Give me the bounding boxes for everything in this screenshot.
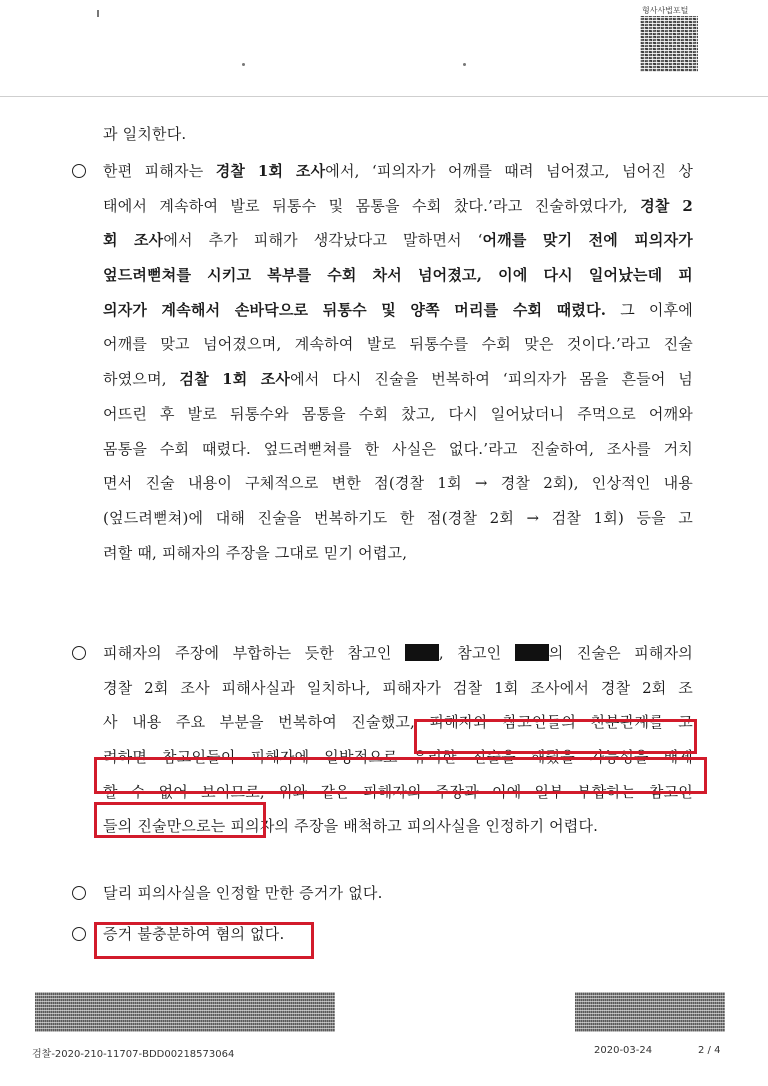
text-segment: 어깨를 맞고 넘어졌으며, 계속하여 발로 뒤통수를 수회 맞은 것이다.’라고 진술 [103, 335, 693, 354]
stamp-label: 형사사법포털 [642, 6, 689, 15]
bullet-circle [72, 646, 86, 660]
text-segment: 한편 피해자는 [103, 162, 216, 180]
text-segment: 그 이후에 [606, 300, 693, 319]
bold-text: 엎드려뻗쳐를 시키고 복부를 수회 차서 넘어졌고, 이에 다시 일어났는데 피 [103, 266, 693, 285]
highlight-box [94, 757, 707, 794]
text-line [103, 223, 693, 258]
bold-text: 검찰 1회 조사 [179, 370, 291, 389]
text-segment: 들의 진술만으로는 피의자의 주장을 배척하고 피의사실을 인정하기 어렵다. [103, 817, 599, 836]
highlight-box [94, 802, 266, 838]
text-segment: 의 진술은 피해자의 [548, 644, 693, 662]
text-segment: 에서 다시 진술을 번복하여 ‘피의자가 몸을 흔들어 넘 [290, 370, 693, 389]
text-segment: 달리 피의사실을 인정할 만한 증거가 없다. [103, 884, 383, 902]
text-segment: 할 수 없어 보이므로, 위와 같은 피해자의 주장과 이에 일부 부합하는 참고인 [103, 782, 693, 801]
paragraph [103, 876, 693, 911]
bullet-circle [72, 164, 86, 178]
text-line [103, 154, 693, 189]
text-segment: 면서 진술 내용이 구체적으로 변한 점(경찰 1회 → 경찰 2회), 인상적인 내용 [103, 474, 693, 493]
paragraph [103, 117, 693, 152]
page-number: 2 / 4 [698, 1045, 721, 1056]
text-line [103, 189, 693, 224]
text-line [103, 876, 693, 911]
text-segment: 증거 불충분하여 혐의 없다. [103, 925, 285, 943]
text-segment: 어뜨린 후 발로 뒤통수와 몸통을 수회 찼고, 다시 일어났더니 주먹으로 어깨와 [103, 404, 693, 423]
text-line [103, 501, 693, 536]
redaction-block [515, 644, 549, 661]
text-line [103, 327, 693, 362]
bold-text: 어깨를 맞기 전에 피의자가 [482, 231, 693, 250]
qr-code [640, 16, 698, 72]
text-segment: (엎드려뻗쳐)에 대해 진술을 번복하기도 한 점(경찰 2회 → 검찰 1회) 등을 고 [103, 508, 693, 527]
text-segment: 피해자의 주장에 부합하는 듯한 참고인 [103, 644, 405, 662]
bold-text: 회 조사 [103, 231, 164, 250]
paragraph [103, 154, 693, 570]
header-mark [97, 10, 99, 17]
text-segment: 태에서 계속하여 발로 뒤통수 및 몸통을 수회 찼다.’라고 진술하였다가, [103, 196, 641, 215]
text-line [103, 117, 693, 152]
highlight-box [94, 922, 314, 959]
bullet-circle [72, 927, 86, 941]
bold-text: 의자가 계속해서 손바닥으로 뒤통수 및 양쪽 머리를 수회 때렸다. [103, 300, 607, 319]
text-segment: 에서, ‘피의자가 어깨를 때려 넘어졌고, 넘어진 상 [325, 162, 693, 180]
text-line [103, 536, 693, 571]
text-line [103, 362, 693, 397]
text-segment: 려할 때, 피해자의 주장을 그대로 믿기 어렵고, [103, 543, 408, 562]
text-segment: 몸통을 수회 때렸다. 엎드려뻗쳐를 한 사실은 없다.’라고 진술하여, 조사를 거치 [103, 439, 693, 458]
bullet-circle [72, 886, 86, 900]
document-date: 2020-03-24 [594, 1045, 653, 1056]
text-segment: 에서 추가 피해가 생각났다고 말하면서 ‘ [163, 231, 483, 250]
text-segment: 경찰 2회 조사 피해사실과 일치하나, 피해자가 검찰 1회 조사에서 경찰 2회 조 [103, 678, 693, 697]
text-line [103, 671, 693, 706]
header-mark [242, 63, 245, 66]
text-segment: 하였으며, [103, 370, 180, 389]
footer-scan-pattern [35, 992, 335, 1032]
text-line [103, 432, 693, 467]
header-mark [463, 63, 466, 66]
highlight-box [414, 719, 697, 754]
text-line [103, 397, 693, 432]
text-line [103, 258, 693, 293]
bold-text: 경찰 2 [640, 196, 693, 215]
text-line [103, 466, 693, 501]
text-line [103, 636, 693, 671]
text-line [103, 293, 693, 328]
header-divider [0, 96, 768, 97]
text-segment: , 참고인 [438, 644, 515, 662]
redaction-block [405, 644, 439, 661]
document-id: 검찰-2020-210-11707-BDD00218573064 [32, 1049, 235, 1060]
text-segment: 려하면 참고인들이 피해자에 일방적으로 유리한 진술을 해줬을 가능성을 배제 [103, 748, 693, 767]
footer-scan-pattern [575, 992, 725, 1032]
text-segment: 사 내용 주요 부분을 번복하여 진술했고, 피해자와 참고인들의 친분관계를 고 [103, 713, 693, 732]
text-segment: 과 일치한다. [103, 125, 187, 143]
bold-text: 경찰 1회 조사 [215, 162, 326, 180]
